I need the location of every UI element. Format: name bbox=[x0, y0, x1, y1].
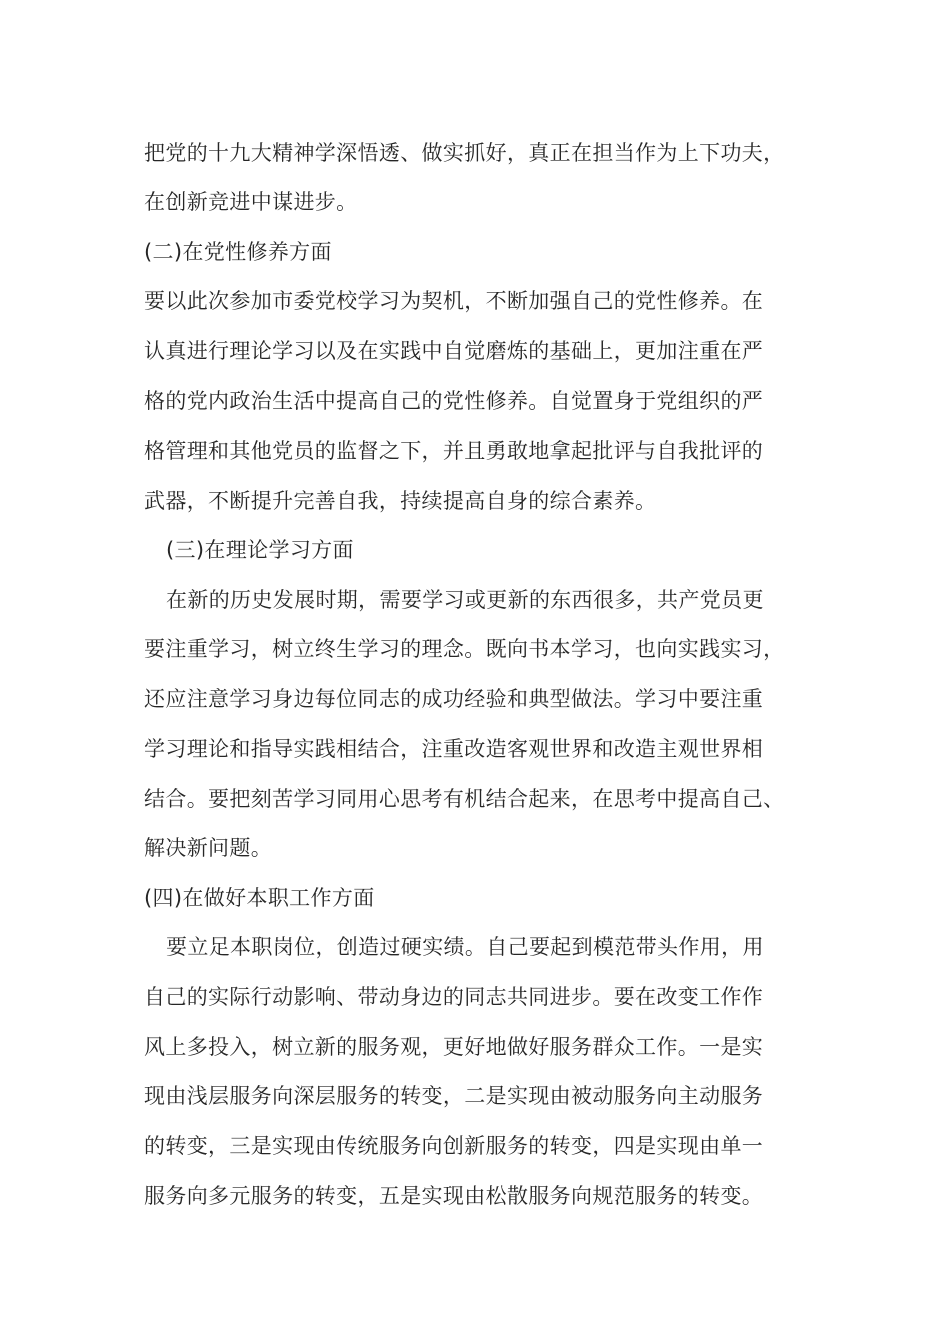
text-line: 要注重学习，树立终生学习的理念。既向书本学习，也向实践实习， bbox=[144, 637, 785, 661]
text-line: 结合。要把刻苦学习同用心思考有机结合起来，在思考中提高自己、 bbox=[144, 787, 785, 811]
text-line: 把党的十九大精神学深悟透、做实抓好，真正在担当作为上下功夫， bbox=[144, 141, 785, 165]
text-line: 自己的实际行动影响、带动身边的同志共同进步。要在改变工作作 bbox=[144, 985, 764, 1009]
section-heading: (三)在理论学习方面 bbox=[166, 538, 354, 562]
text-line: 要立足本职岗位，创造过硬实绩。自己要起到模范带头作用，用 bbox=[166, 935, 764, 959]
text-line: 武器，不断提升完善自我，持续提高自身的综合素养。 bbox=[144, 489, 657, 513]
section-heading: (四)在做好本职工作方面 bbox=[144, 886, 375, 910]
text-line: 格的党内政治生活中提高自己的党性修养。自觉置身于党组织的严 bbox=[144, 389, 764, 413]
text-line: 风上多投入，树立新的服务观，更好地做好服务群众工作。一是实 bbox=[144, 1035, 764, 1059]
text-line: 的转变，三是实现由传统服务向创新服务的转变，四是实现由单一 bbox=[144, 1134, 764, 1158]
text-line: 要以此次参加市委党校学习为契机，不断加强自己的党性修养。在 bbox=[144, 289, 764, 313]
text-line: 现由浅层服务向深层服务的转变，二是实现由被动服务向主动服务 bbox=[144, 1084, 764, 1108]
text-line: 在创新竞进中谋进步。 bbox=[144, 190, 358, 214]
section-heading: (二)在党性修养方面 bbox=[144, 240, 332, 264]
text-line: 还应注意学习身边每位同志的成功经验和典型做法。学习中要注重 bbox=[144, 687, 764, 711]
text-line: 学习理论和指导实践相结合，注重改造客观世界和改造主观世界相 bbox=[144, 737, 764, 761]
text-line: 在新的历史发展时期，需要学习或更新的东西很多，共产党员更 bbox=[166, 588, 764, 612]
text-line: 服务向多元服务的转变，五是实现由松散服务向规范服务的转变。 bbox=[144, 1184, 764, 1208]
text-line: 解决新问题。 bbox=[144, 836, 273, 860]
text-line: 认真进行理论学习以及在实践中自觉磨炼的基础上，更加注重在严 bbox=[144, 339, 764, 363]
text-line: 格管理和其他党员的监督之下，并且勇敢地拿起批评与自我批评的 bbox=[144, 439, 764, 463]
